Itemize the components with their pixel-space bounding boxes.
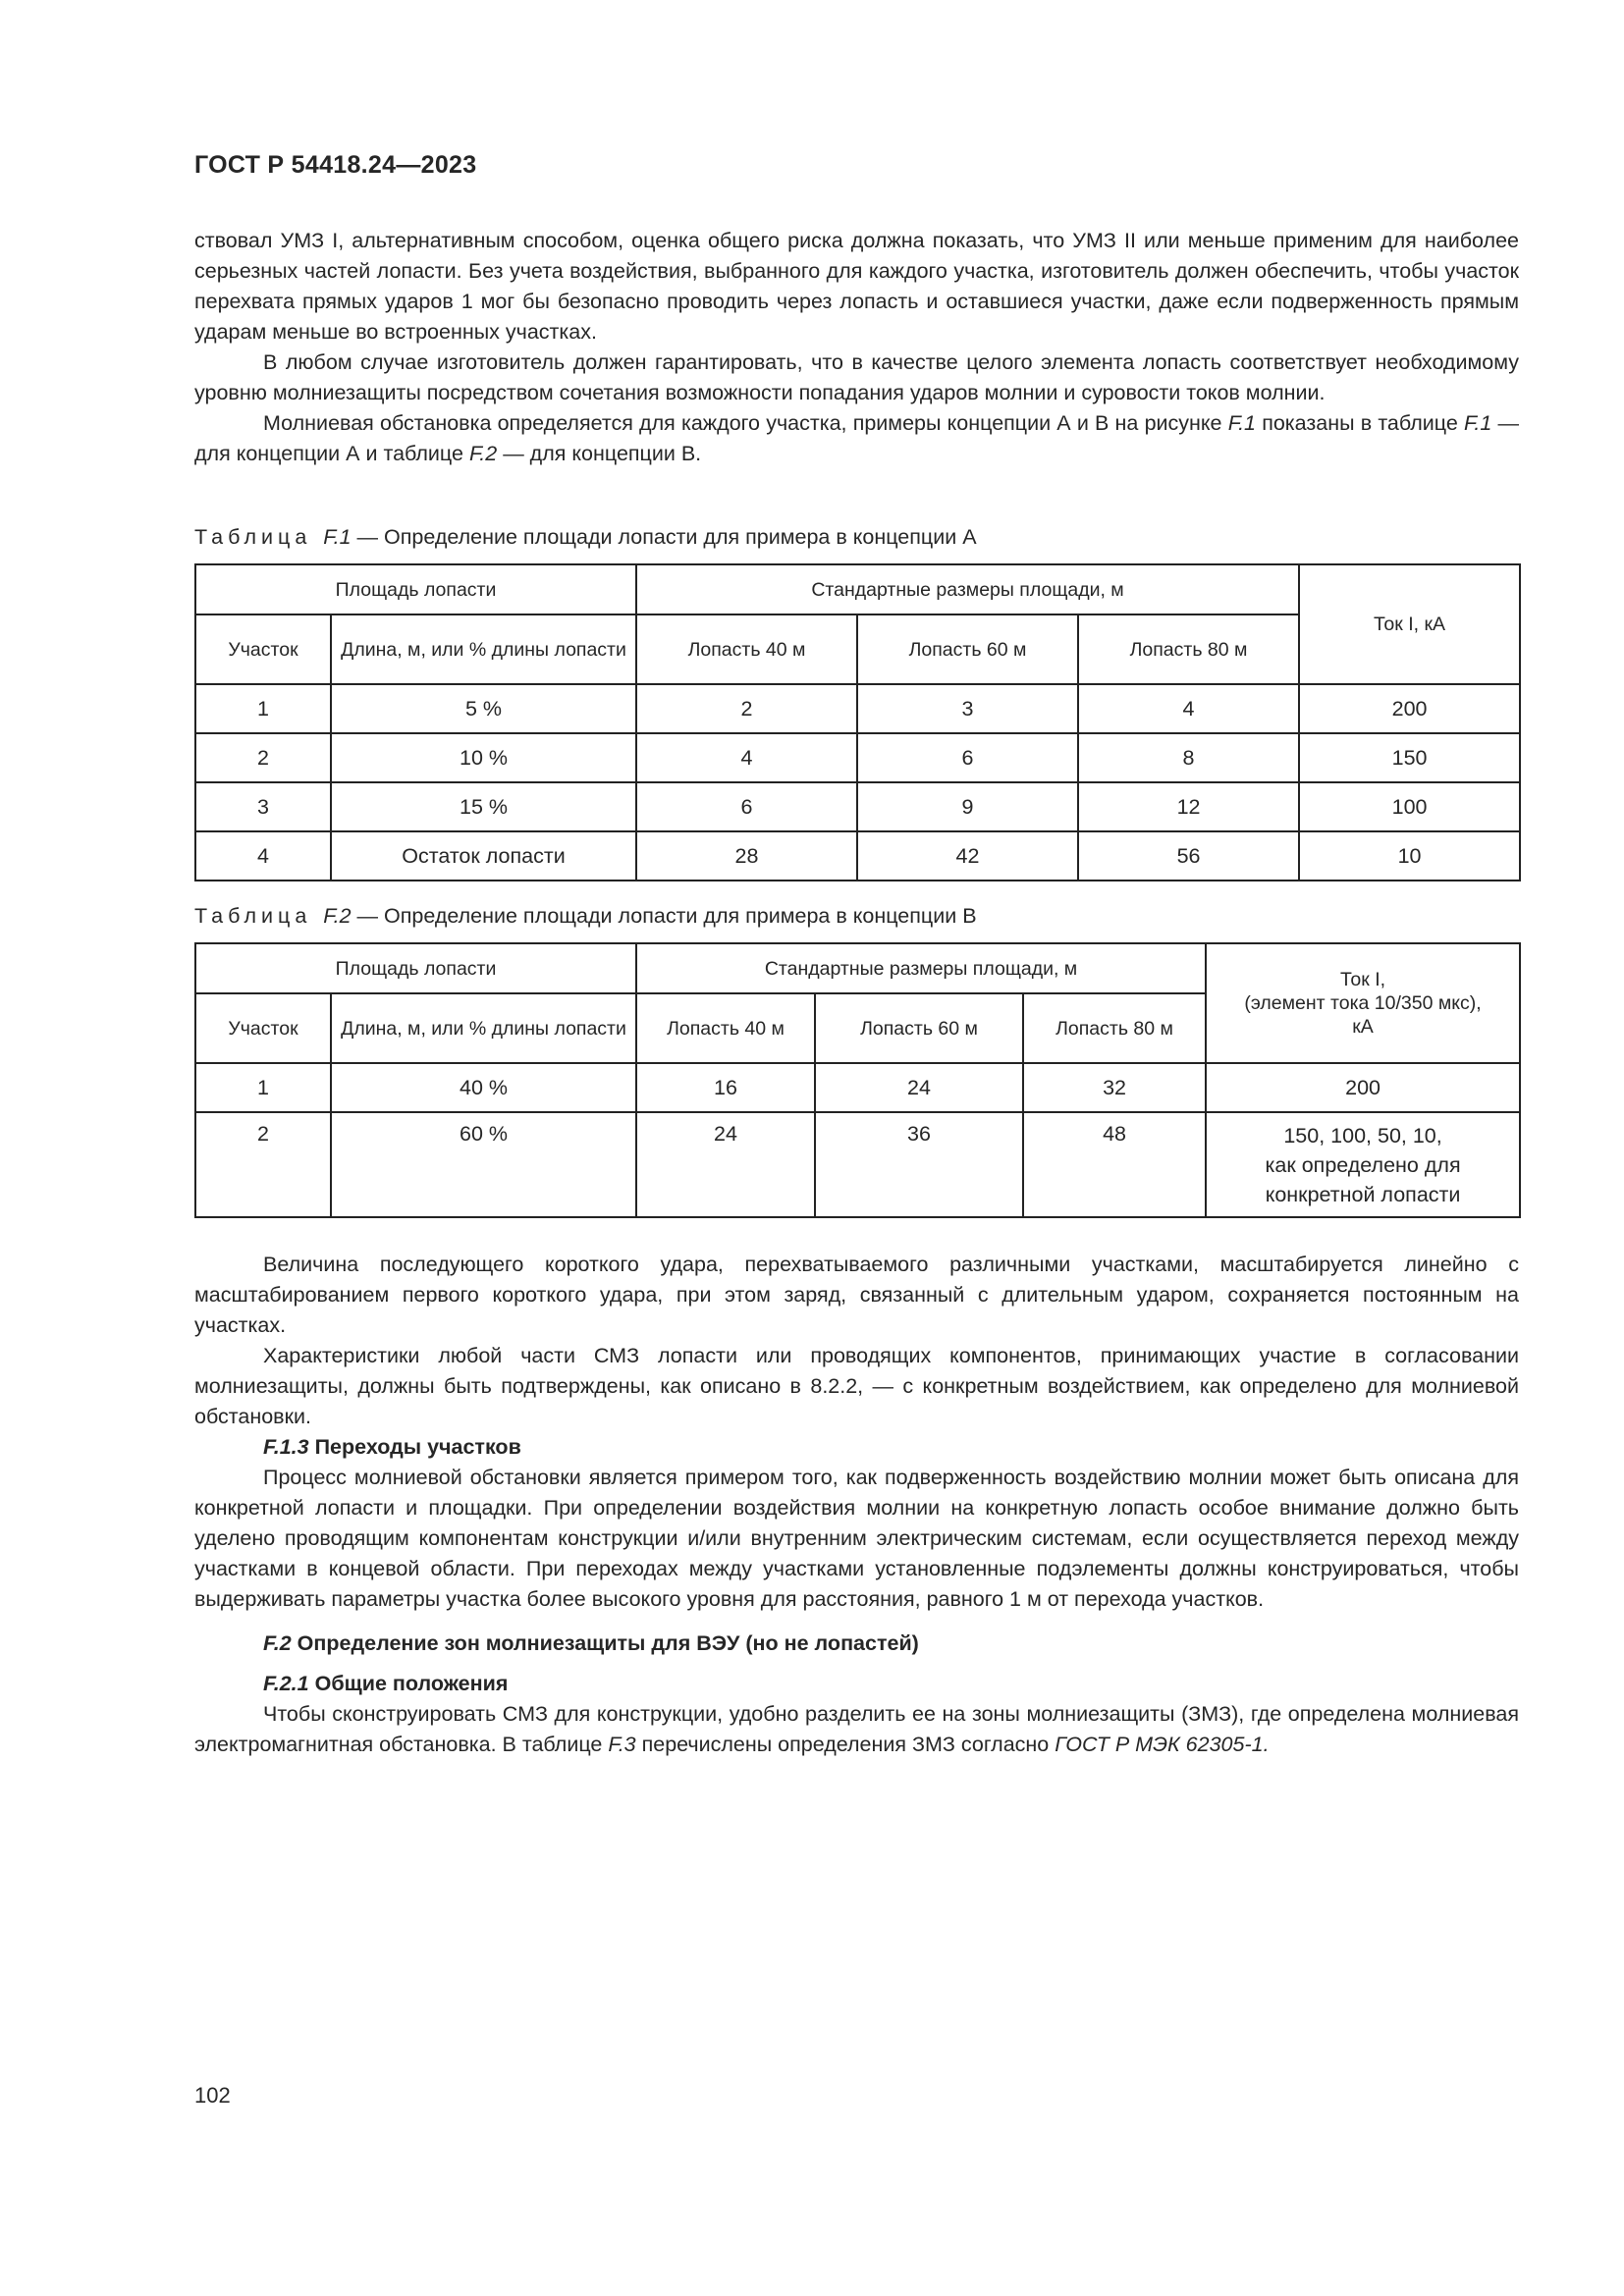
table-cell: 6 <box>857 733 1078 782</box>
table-cell: 4 <box>636 733 857 782</box>
table-cell: 36 <box>815 1112 1023 1217</box>
table-cell: 2 <box>195 1112 331 1217</box>
table-row <box>195 782 1520 831</box>
intro-paragraph-2: В любом случае изготовитель должен гарантировать, что в качестве целого элемента лопасть соответствует необходимому уровню молниезащиты посредством сочетания возможности попадания ударов молнии и суровости токов молнии. <box>194 350 1519 404</box>
table-cell: 10 <box>1299 831 1520 881</box>
intro-paragraph-1: ствовал УМЗ I, альтернативным способом, оценка общего риска должна показать, что УМЗ II или меньше применим для наиболее серьезных частей лопасти. Без учета воздействия, выбранного для каждого участка, изготовитель должен обеспечить, чтобы участок перехвата прямых ударов 1 мог бы безопасно проводить через лопасть и оставшиеся участки, даже если подверженность прямым ударам меньше во встроенных участках. <box>194 229 1519 344</box>
section-heading-f21: F.2.1 Общие положения <box>263 1672 509 1695</box>
after-paragraph-3: Процесс молниевой обстановки является примером того, как подверженность воздействию молнии может быть описана для конкретной лопасти и площадки. При определении воздействия молнии на конкретную лопасть особое внимание должно быть уделено проводящим компонентам конструкции и/или внутренним электрическим системам, если осуществляется переход между участками в концевой области. При переходах между участками установленные подэлементы должны конструироваться, чтобы выдерживать параметры участка более высокого уровня для расстояния, равного 1 м от перехода участков. <box>194 1466 1519 1611</box>
intro-text <box>194 226 1519 469</box>
table2-caption: Таблица F.2 — Определение площади лопасти для примера в концепции В <box>194 904 977 928</box>
table1-header-blade-60: Лопасть 60 м <box>857 614 1078 684</box>
table-cell: 10 % <box>331 733 636 782</box>
table-cell: 100 <box>1299 782 1520 831</box>
table-cell: 4 <box>195 831 331 881</box>
table1-header-blade-40: Лопасть 40 м <box>636 614 857 684</box>
table-row <box>195 1112 1520 1217</box>
table-cell: 5 % <box>331 684 636 733</box>
table1-header-section: Участок <box>195 614 331 684</box>
table2-header-area: Площадь лопасти <box>195 943 636 993</box>
table2-header-blade-80: Лопасть 80 м <box>1023 993 1206 1063</box>
document-code: ГОСТ Р 54418.24—2023 <box>194 151 477 179</box>
table-cell: 1 <box>195 684 331 733</box>
section-heading-f2: F.2 Определение зон молниезащиты для ВЭУ (но не лопастей) <box>263 1631 919 1655</box>
table-cell: 56 <box>1078 831 1299 881</box>
intro-paragraph-3: Молниевая обстановка определяется для каждого участка, примеры концепции А и В на рисунке F.1 показаны в таблице F.1 — для концепции А и таблице F.2 — для концепции В. <box>194 411 1519 465</box>
after-paragraph-4: Чтобы сконструировать СМЗ для конструкции, удобно разделить ее на зоны молниезащиты (ЗМЗ), где определена молниевая электромагнитная обстановка. В таблице F.3 перечислены определения ЗМЗ согласно ГОСТ Р МЭК 62305-1. <box>194 1702 1519 1756</box>
table1-caption: Таблица F.1 — Определение площади лопасти для примера в концепции А <box>194 525 977 549</box>
table-cell: 40 % <box>331 1063 636 1112</box>
table2-header-sizes: Стандартные размеры площади, м <box>636 943 1206 993</box>
table-cell: 8 <box>1078 733 1299 782</box>
table1-header-current: Ток I, кА <box>1299 564 1520 684</box>
table-cell: 3 <box>195 782 331 831</box>
table-cell: 1 <box>195 1063 331 1112</box>
table2-header-length: Длина, м, или % длины лопасти <box>331 993 636 1063</box>
table-cell: 200 <box>1299 684 1520 733</box>
table-cell: 2 <box>195 733 331 782</box>
table1-header-length: Длина, м, или % длины лопасти <box>331 614 636 684</box>
table2-header-current: Ток I, (элемент тока 10/350 мкс), кА <box>1206 943 1520 1063</box>
table-cell: 9 <box>857 782 1078 831</box>
table-f2 <box>194 942 1521 1218</box>
table-cell: 3 <box>857 684 1078 733</box>
table-cell: 200 <box>1206 1063 1520 1112</box>
table-cell: 32 <box>1023 1063 1206 1112</box>
body-text-after-tables <box>194 1250 1519 1760</box>
table1-header-sizes: Стандартные размеры площади, м <box>636 564 1299 614</box>
table-cell: 4 <box>1078 684 1299 733</box>
section-heading-f13: F.1.3 Переходы участков <box>263 1435 521 1459</box>
table-row <box>195 1063 1520 1112</box>
page-number: 102 <box>194 2083 231 2108</box>
table-row <box>195 733 1520 782</box>
table-cell: 60 % <box>331 1112 636 1217</box>
table-row <box>195 684 1520 733</box>
table-cell: Остаток лопасти <box>331 831 636 881</box>
table-cell: 12 <box>1078 782 1299 831</box>
table-cell: 150, 100, 50, 10, как определено для конкретной лопасти <box>1206 1112 1520 1217</box>
table-f1 <box>194 563 1521 881</box>
table-cell: 15 % <box>331 782 636 831</box>
table-cell: 16 <box>636 1063 815 1112</box>
table1-header-blade-80: Лопасть 80 м <box>1078 614 1299 684</box>
after-paragraph-1: Величина последующего короткого удара, перехватываемого различными участками, масштабируется линейно с масштабированием первого короткого удара, при этом заряд, связанный с длительным ударом, сохраняется постоянным на участках. <box>194 1253 1519 1337</box>
table-cell: 42 <box>857 831 1078 881</box>
after-paragraph-2: Характеристики любой части СМЗ лопасти или проводящих компонентов, принимающих участие в согласовании молниезащиты, должны быть подтверждены, как описано в 8.2.2, — с конкретным воздействием, как определено для молниевой обстановки. <box>194 1344 1519 1428</box>
table-cell: 2 <box>636 684 857 733</box>
table-cell: 28 <box>636 831 857 881</box>
table-cell: 48 <box>1023 1112 1206 1217</box>
table2-header-section: Участок <box>195 993 331 1063</box>
table2-header-blade-60: Лопасть 60 м <box>815 993 1023 1063</box>
table1-header-area: Площадь лопасти <box>195 564 636 614</box>
table-cell: 150 <box>1299 733 1520 782</box>
table2-header-blade-40: Лопасть 40 м <box>636 993 815 1063</box>
table-cell: 24 <box>636 1112 815 1217</box>
table-cell: 6 <box>636 782 857 831</box>
table-row <box>195 831 1520 881</box>
table-cell: 24 <box>815 1063 1023 1112</box>
